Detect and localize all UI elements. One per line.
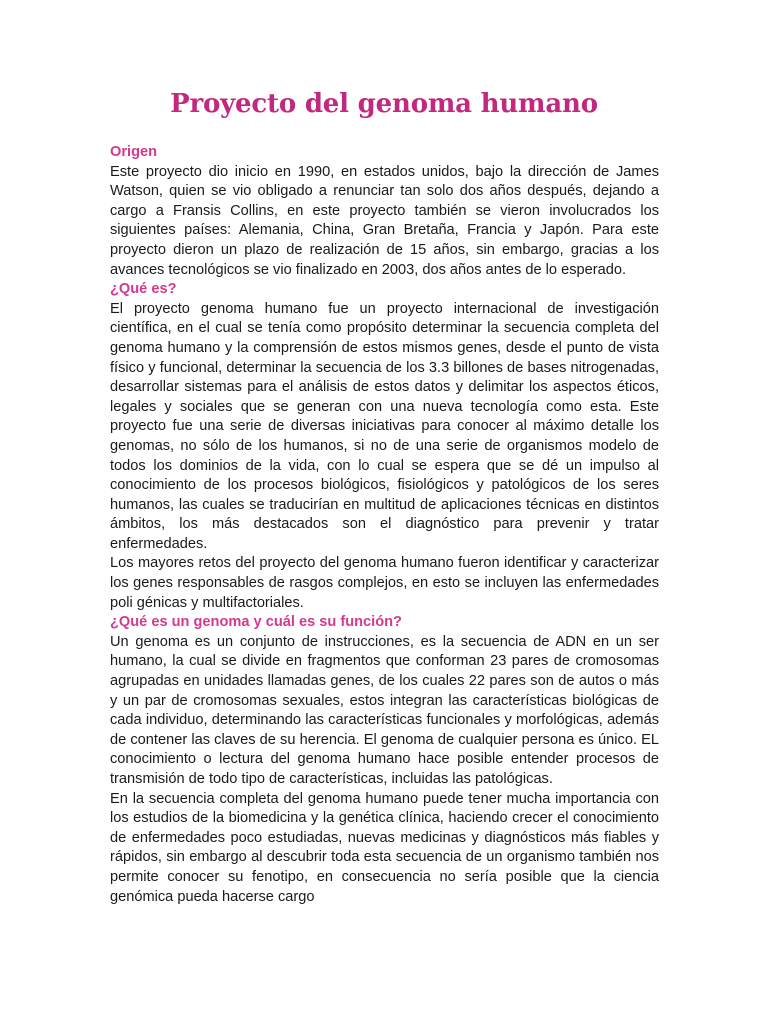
paragraph: El proyecto genoma humano fue un proyecto internacional de investigación científica, en el cual se tenía como propósito determinar la secuencia completa del genoma humano y la comprensión de estos mismos genes, desde el punto de vista físico y funcional, determinar la secuencia de los 3.3 billones de bases nitrogenadas, desarrollar sistemas para el análisis de estos datos y delimitar los aspectos éticos, legales y sociales que se generan con una nueva tecnología como esta. Este proyecto fue una serie de diversas iniciativas para conocer al máximo detalle los genomas, no sólo de los humanos, si no de una serie de organismos modelo de todos los dominios de la vida, con lo cual se espera que se dé un impulso al conocimiento de los procesos biológicos, fisiológicos y patológicos de los seres humanos, las cuales se traducirían en multitud de aplicaciones técnicas en distintos ámbitos, los más destacados son el diagnóstico para prevenir y tratar enfermedades. [110, 300, 659, 552]
paragraph: Los mayores retos del proyecto del genoma humano fueron identificar y caracterizar los genes responsables de rasgos complejos, en esto se incluyen las enfermedades poli génicas y multifactoriales. [110, 555, 659, 611]
section-heading-origen: Origen [110, 144, 158, 160]
document-title: Proyecto del genoma humano [170, 89, 598, 119]
paragraph: En la secuencia completa del genoma humano puede tener mucha importancia con los estudios de la biomedicina y la genética clínica, haciendo crecer el conocimiento de enfermedades poco estudiadas, nuevas medicinas y diagnósticos más fiables y rápidos, sin embargo al descubrir toda esta secuencia de un organismo también nos permite conocer su fenotipo, en consecuencia no sería posible que la ciencia genómica pueda hacerse cargo [110, 790, 659, 905]
paragraph: Un genoma es un conjunto de instrucciones, es la secuencia de ADN en un ser humano, la cual se divide en fragmentos que conforman 23 pares de cromosomas agrupadas en unidades llamadas genes, de los cuales 22 pares son de autos o más y un par de cromosomas sexuales, estos integran las características biológicas de cada individuo, determinando las características funcionales y morfológicas, además de contener las claves de su herencia. El genoma de cualquier persona es único. EL conocimiento o lectura del genoma humano hace posible entender procesos de transmisión de todo tipo de características, incluidas las patológicas. [110, 633, 659, 787]
paragraph: Este proyecto dio inicio en 1990, en estados unidos, bajo la dirección de James Watson, quien se vio obligado a renunciar tan solo dos años después, dejando a cargo a Fransis Collins, en este proyecto también se vieron involucrados los siguientes países: Alemania, China, Gran Bretaña, Francia y Japón. Para este proyecto dieron un plazo de realización de 15 años, sin embargo, gracias a los avances tecnológicos se vio finalizado en 2003, dos años antes de lo esperado. [110, 163, 659, 278]
section-heading-genoma-funcion: ¿Qué es un genoma y cuál es su función? [110, 614, 402, 631]
section-heading-que-es: ¿Qué es? [110, 281, 177, 298]
document-body [110, 143, 659, 907]
